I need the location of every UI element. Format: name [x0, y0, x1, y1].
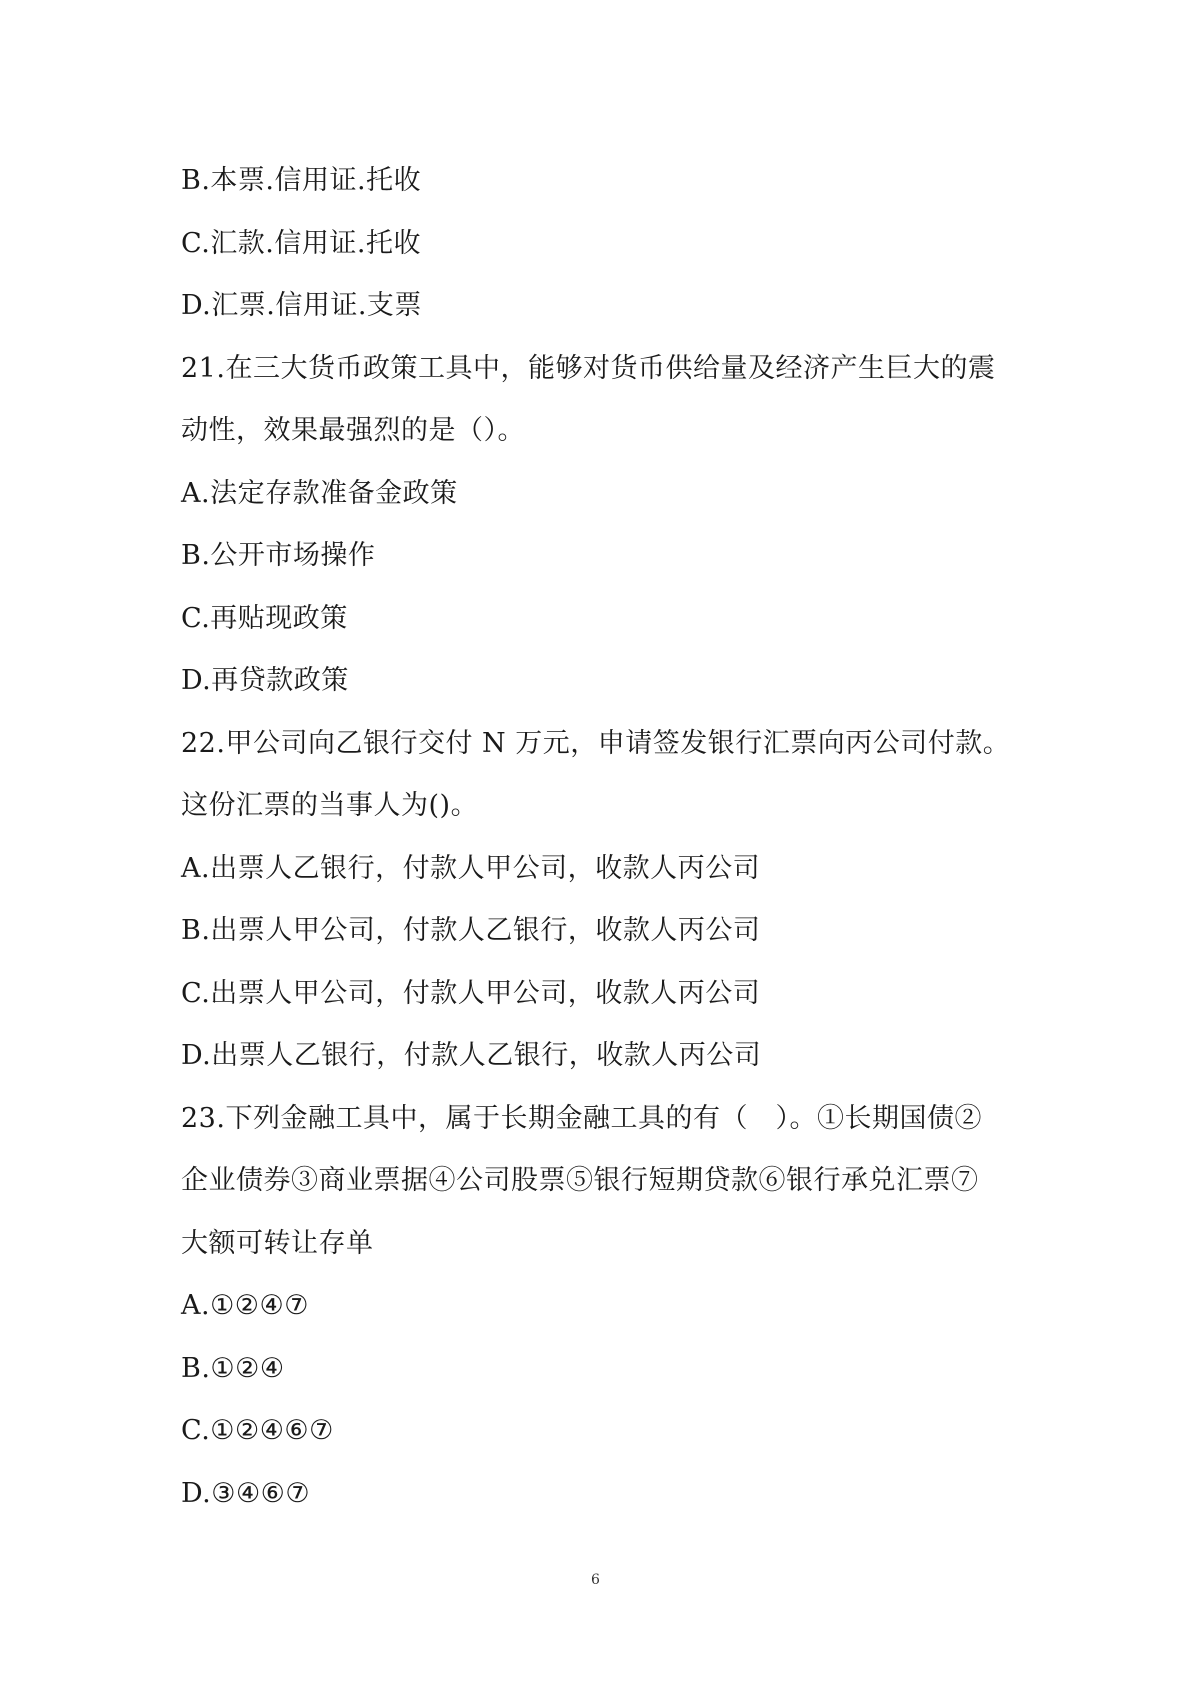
- question-21-line-2: 动性，效果最强烈的是（）。: [181, 415, 525, 446]
- option-21-b: B.公开市场操作: [181, 540, 376, 571]
- option-21-a: A.法定存款准备金政策: [181, 477, 458, 509]
- question-22-line-1: 22.甲公司向乙银行交付 N 万元，申请签发银行汇票向丙公司付款。: [181, 727, 1011, 759]
- page-number: 6: [591, 1572, 600, 1588]
- option-23-b: B.①②④: [181, 1352, 285, 1384]
- question-22-line-2: 这份汇票的当事人为()。: [181, 790, 479, 821]
- question-21-line-1: 21.在三大货币政策工具中，能够对货币供给量及经济产生巨大的震: [181, 352, 996, 384]
- option-23-a: A.①②④⑦: [181, 1290, 309, 1321]
- option-20-c: C.汇款.信用证.托收: [181, 227, 421, 259]
- option-20-d: D.汇票.信用证.支票: [181, 290, 422, 321]
- option-22-b: B.出票人甲公司，付款人乙银行，收款人丙公司: [181, 915, 761, 946]
- option-22-c: C.出票人甲公司，付款人甲公司，收款人丙公司: [181, 977, 761, 1009]
- question-23-line-3: 大额可转让存单: [181, 1227, 374, 1259]
- option-23-c: C.①②④⑥⑦: [181, 1415, 334, 1446]
- option-20-b: B.本票.信用证.托收: [181, 165, 422, 196]
- page-content: [181, 150, 1016, 1525]
- option-21-c: C.再贴现政策: [181, 602, 348, 634]
- question-23-line-2: 企业债券③商业票据④公司股票⑤银行短期贷款⑥银行承兑汇票⑦: [181, 1165, 979, 1196]
- option-22-a: A.出票人乙银行，付款人甲公司，收款人丙公司: [181, 852, 761, 884]
- question-23-line-1: 23.下列金融工具中，属于长期金融工具的有（ ）。①长期国债②: [181, 1102, 982, 1134]
- option-22-d: D.出票人乙银行，付款人乙银行，收款人丙公司: [181, 1040, 762, 1071]
- option-21-d: D.再贷款政策: [181, 665, 349, 696]
- option-23-d: D.③④⑥⑦: [181, 1477, 311, 1509]
